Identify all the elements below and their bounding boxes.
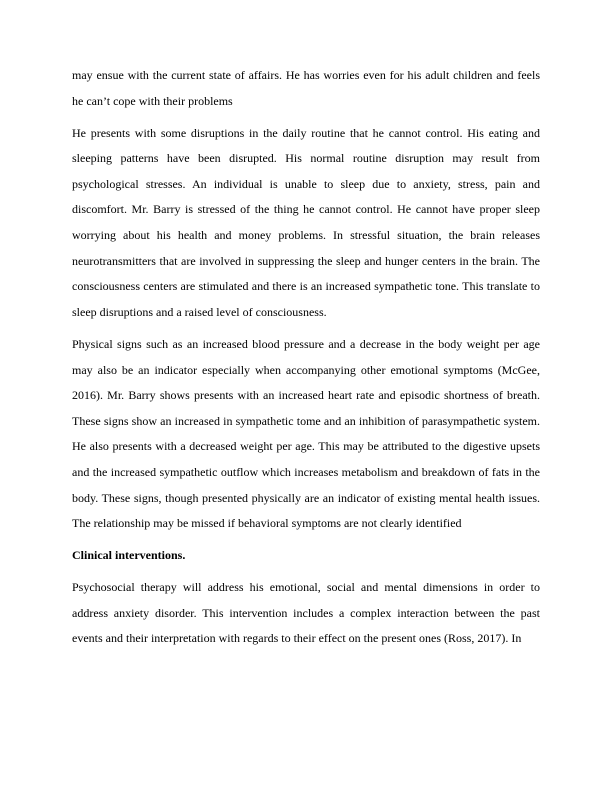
paragraph-psychosocial-therapy: Psychosocial therapy will address his emotional, social and mental dimensions in order to address anxiety disorder. This intervention includes a complex interaction between the past events and their interpretation with regards to their effect on the present ones (Ross, 2017). In (72, 580, 540, 646)
page-body (72, 63, 540, 659)
paragraph-physical-signs: Physical signs such as an increased blood pressure and a decrease in the body weight per age may also be an indicator especially when accompanying other emotional symptoms (McGee, 2016). Mr. Barry shows presents with an increased heart rate and episodic shortness of breath. These signs show an increased in sympathetic tome and an inhibition of parasympathetic system. He also presents with a decreased weight per age. This may be attributed to the digestive upsets and the increased sympathetic outflow which increases metabolism and breakdown of fats in the body. These signs, though presented physically are an indicator of existing mental health issues. The relationship may be missed if behavioral symptoms are not clearly identified (72, 336, 540, 531)
paragraph-continuation: may ensue with the current state of affairs. He has worries even for his adult children and feels he can’t cope with their problems (72, 68, 540, 108)
section-heading-clinical-interventions: Clinical interventions. (72, 548, 186, 563)
paragraph-routine-disruptions: He presents with some disruptions in the daily routine that he cannot control. His eating and sleeping patterns have been disrupted. His normal routine disruption may result from psychological stresses. An individual is unable to sleep due to anxiety, stress, pain and discomfort. Mr. Barry is stressed of the thing he cannot control. He cannot have proper sleep worrying about his health and money problems. In stressful situation, the brain releases neurotransmitters that are involved in suppressing the sleep and hunger centers in the brain. The consciousness centers are stimulated and there is an increased sympathetic tone. This translate to sleep disruptions and a raised level of consciousness. (72, 125, 540, 319)
